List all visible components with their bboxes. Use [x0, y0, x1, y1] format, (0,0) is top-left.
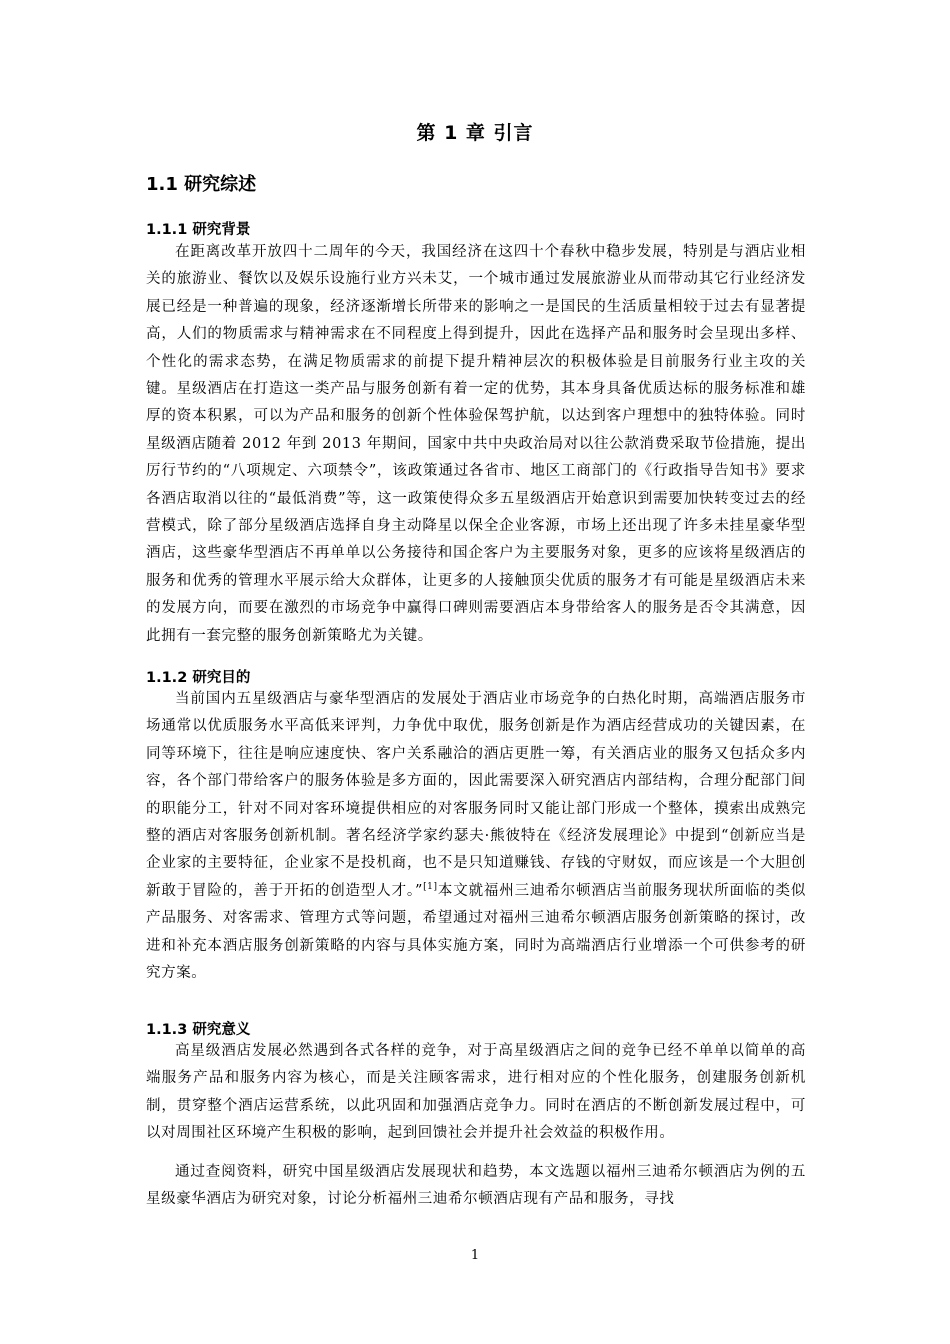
page-number: 1 — [470, 1248, 480, 1263]
chapter-title: 第 1 章 引言 — [416, 122, 534, 144]
paragraph-research-significance-1: 高星级酒店发展必然遇到各式各样的竞争，对于高星级酒店之间的竞争已经不单单以简单的高端服务产品和服务内容为核心，而是关注顾客需求，进行相对应的个性化服务，创建服务创新机制，贯穿整个酒店运营系统，以此巩固和加强酒店竞争力。同时在酒店的不断创新发展过程中，可以对周围社区环境产生积极的影响，起到回馈社会并提升社会效益的积极作用。 — [146, 1043, 806, 1142]
purpose-text-before-citation: 当前国内五星级酒店与豪华型酒店的发展处于酒店业市场竞争的白热化时期，高端酒店服务市场通常以优质服务水平高低来评判，力争优中取优，服务创新是作为酒店经营成功的关键因素，在同等环境下，往往是响应速度快、客户关系融洽的酒店更胜一筹，有关酒店业的服务又包括众多内容，各个部门带给客户的服务体验是多方面的，因此需要深入研究酒店内部结构，合理分配部门间的职能分工，针对不同对客环境提供相应的对客服务同时又能让部门形成一个整体，摸索出成熟完整的酒店对客服务创新机制。著名经济学家约瑟夫·熊彼特在《经济发展理论》中提到“创新应当是企业家的主要特征，企业家不是投机商，也不是只知道赚钱、存钱的守财奴，而应该是一个大胆创新敢于冒险的，善于开拓的创造型人才。” — [146, 691, 806, 899]
paragraph-research-significance-2: 通过查阅资料，研究中国星级酒店发展现状和趋势，本文选题以福州三迪希尔顿酒店为例的五星级豪华酒店为研究对象，讨论分析福州三迪希尔顿酒店现有产品和服务，寻找 — [146, 1164, 806, 1208]
paragraph-research-background: 在距离改革开放四十二周年的今天，我国经济在这四十个春秋中稳步发展，特别是与酒店业相关的旅游业、餐饮以及娱乐设施行业方兴未艾，一个城市通过发展旅游业从而带动其它行业经济发展已经是一种普遍的现象，经济逐渐增长所带来的影响之一是国民的生活质量相较于过去有显著提高，人们的物质需求与精神需求在不同程度上得到提升，因此在选择产品和服务时会呈现出多样、个性化的需求态势，在满足物质需求的前提下提升精神层次的积极体验是目前服务行业主攻的关键。星级酒店在打造这一类产品与服务创新有着一定的优势，其本身具备优质达标的服务标准和雄厚的资本积累，可以为产品和服务的创新个性体验保驾护航，以达到客户理想中的独特体验。同时星级酒店随着 2012 年到 2013 年期间，国家中共中央政治局对以往公款消费采取节俭措施，提出厉行节约的“八项规定、六项禁令”，该政策通过各省市、地区工商部门的《行政指导告知书》要求各酒店取消以往的“最低消费”等，这一政策使得众多五星级酒店开始意识到需要加快转变过去的经营模式，除了部分星级酒店选择自身主动降星以保全企业客源，市场上还出现了许多未挂星豪华型酒店，这些豪华型酒店不再单单以公务接待和国企客户为主要服务对象，更多的应该将星级酒店的服务和优秀的管理水平展示给大众群体，让更多的人接触顶尖优质的服务才有可能是星级酒店未来的发展方向，而要在激烈的市场竞争中赢得口碑则需要酒店本身带给客人的服务是否令其满意，因此拥有一套完整的服务创新策略尤为关键。 — [146, 244, 806, 644]
section-title-1-1: 1.1 研究综述 — [146, 174, 257, 195]
subsection-title-1-1-3: 1.1.3 研究意义 — [146, 1022, 251, 1038]
subsection-title-1-1-1: 1.1.1 研究背景 — [146, 222, 251, 238]
purpose-text-after-citation: 本文就福州三迪希尔顿酒店当前服务现状所面临的类似产品服务、对客需求、管理方式等问题，希望通过对福州三迪希尔顿酒店服务创新策略的探讨，改进和补充本酒店服务创新策略的内容与具体实施方案，同时为高端酒店行业增添一个可供参考的研究方案。 — [146, 882, 807, 982]
citation-reference: [1] — [423, 882, 438, 893]
subsection-title-1-1-2: 1.1.2 研究目的 — [146, 670, 251, 686]
paragraph-research-purpose — [146, 686, 806, 987]
